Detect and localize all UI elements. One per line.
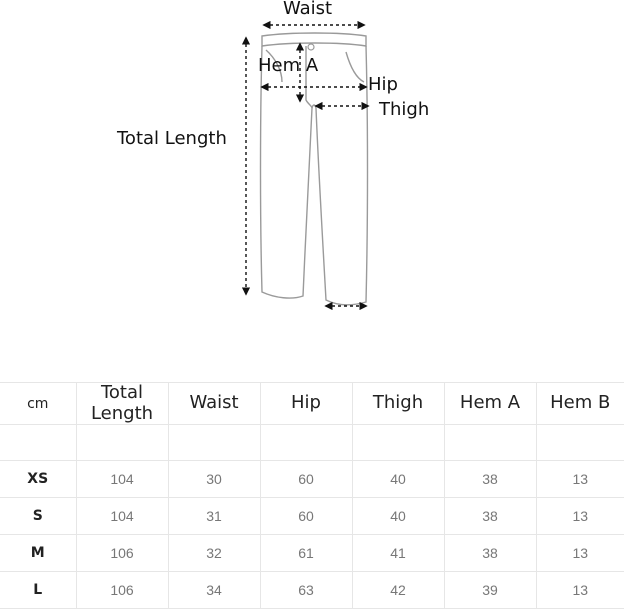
thigh-cell: 40 <box>352 461 444 498</box>
waist-label: Waist <box>283 0 333 19</box>
waist-cell: 32 <box>168 535 260 572</box>
hip-cell: 60 <box>260 461 352 498</box>
spacer-row <box>0 425 624 461</box>
table-header-row <box>0 383 624 425</box>
size-cell: M <box>0 535 76 572</box>
total-length-label: Total Length <box>117 128 227 149</box>
hem-b-cell: 13 <box>536 535 624 572</box>
total-length-header-line2: Length <box>90 402 154 424</box>
waist-cell: 31 <box>168 498 260 535</box>
size-cell: S <box>0 498 76 535</box>
thigh-label: Thigh <box>379 99 430 120</box>
hem-b-cell: 13 <box>536 498 624 535</box>
table-row <box>0 498 624 535</box>
hem-a-cell: 38 <box>444 461 536 498</box>
thigh-cell: 42 <box>352 572 444 609</box>
total-length-cell: 104 <box>76 461 168 498</box>
table-row <box>0 461 624 498</box>
hem-a-label: Hem A <box>258 55 319 76</box>
hip-header: Hip <box>260 383 352 425</box>
total-length-header-line1: Total <box>100 382 144 403</box>
hip-cell: 60 <box>260 498 352 535</box>
total-length-cell: 106 <box>76 535 168 572</box>
total-length-header <box>76 383 168 425</box>
hem-a-cell: 38 <box>444 498 536 535</box>
hem-a-header: Hem A <box>444 383 536 425</box>
hem-b-cell: 13 <box>536 572 624 609</box>
hip-cell: 61 <box>260 535 352 572</box>
thigh-cell: 41 <box>352 535 444 572</box>
total-length-cell: 104 <box>76 498 168 535</box>
unit-header: cm <box>0 383 76 425</box>
waist-cell: 30 <box>168 461 260 498</box>
size-cell: XS <box>0 461 76 498</box>
thigh-cell: 40 <box>352 498 444 535</box>
hem-a-cell: 39 <box>444 572 536 609</box>
hem-b-header: Hem B <box>536 383 624 425</box>
thigh-header: Thigh <box>352 383 444 425</box>
hem-a-cell: 38 <box>444 535 536 572</box>
waist-header: Waist <box>168 383 260 425</box>
size-chart-table <box>0 382 624 609</box>
size-cell: L <box>0 572 76 609</box>
hem-b-cell: 13 <box>536 461 624 498</box>
hip-label: Hip <box>368 74 398 95</box>
table-row <box>0 535 624 572</box>
table-row <box>0 572 624 609</box>
total-length-cell: 106 <box>76 572 168 609</box>
hip-cell: 63 <box>260 572 352 609</box>
button-icon <box>308 44 314 50</box>
waist-cell: 34 <box>168 572 260 609</box>
